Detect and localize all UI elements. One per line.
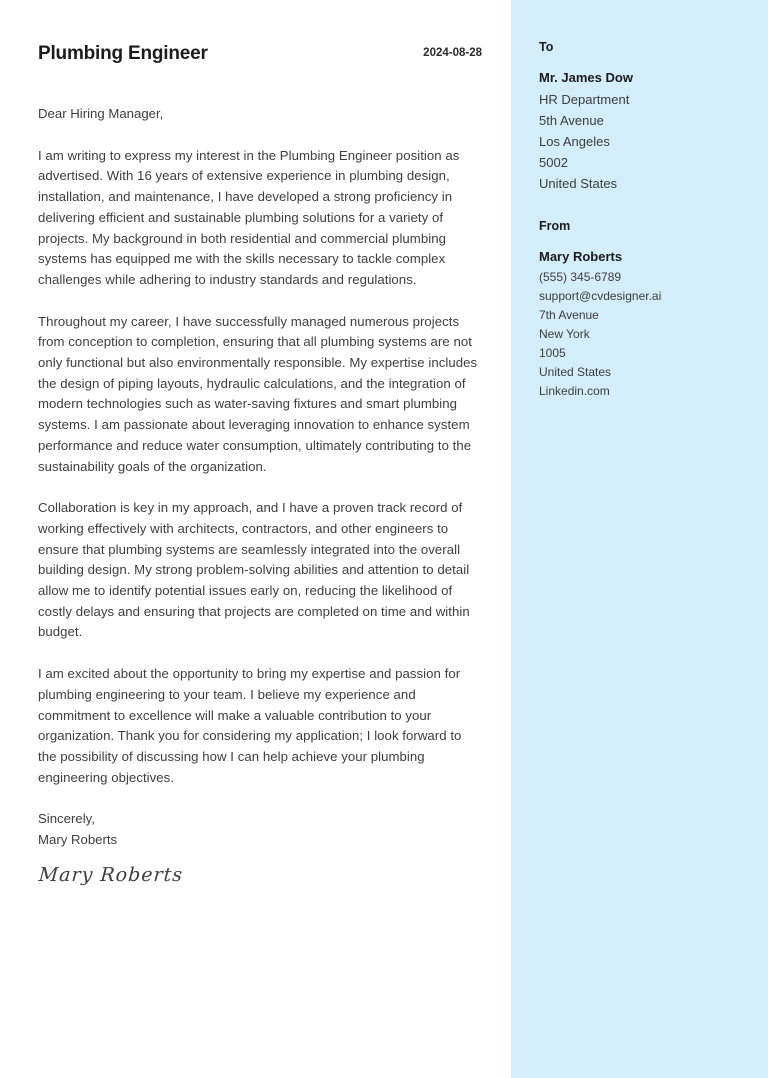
from-label: From [539, 219, 571, 233]
recipient-name: Mr. James Dow [539, 70, 633, 85]
recipient-line: HR Department [539, 92, 630, 107]
to-label: To [539, 40, 554, 54]
closing-block [38, 809, 482, 850]
recipient-line: 5th Avenue [539, 113, 604, 128]
handwritten-signature: Mary Roberts [38, 863, 184, 886]
recipient-line: Los Angeles [539, 134, 610, 149]
sender-linkedin: Linkedin.com [539, 384, 610, 398]
sender-email: support@cvdesigner.ai [539, 289, 662, 303]
closing: Sincerely, [38, 811, 95, 827]
letter-date: 2024-08-28 [423, 47, 482, 59]
paragraph: Collaboration is key in my approach, and I have a proven track record of working effectively with architects, contractors, and other engineers to ensure that plumbing systems are seamlessly integrated into the overall building design. My strong problem-solving abilities and attention to detail allow me to identify potential issues early on, reducing the likelihood of costly delays and ensuring that projects are completed on time and within budget. [38, 500, 470, 640]
contact-sidebar [511, 0, 768, 1078]
sender-line: New York [539, 327, 590, 341]
recipient-line: 5002 [539, 155, 568, 170]
closing-name: Mary Roberts [38, 832, 118, 848]
sender-line: 1005 [539, 346, 566, 360]
sender-line: 7th Avenue [539, 308, 599, 322]
sender-line: United States [539, 365, 612, 379]
sender-phone: (555) 345-6789 [539, 270, 622, 284]
letter-header [38, 42, 482, 66]
paragraph: Throughout my career, I have successfully managed numerous projects from conception to completion, ensuring that all plumbing systems are not only functional but also environmentally responsible. My expertise includes the design of piping layouts, hydraulic calculations, and the integration of modern technologies such as water-saving fixtures and smart plumbing systems. I am passionate about leveraging innovation to enhance system performance and reduce water consumption, ultimately contributing to the sustainability goals of the organization. [38, 313, 478, 474]
sender-name: Mary Roberts [539, 249, 623, 264]
salutation: Dear Hiring Manager, [38, 106, 164, 121]
letter-title: Plumbing Engineer [38, 43, 208, 64]
paragraph: I am excited about the opportunity to bring my expertise and passion for plumbing engineering to your team. I believe my experience and commitment to excellence will make a valuable contribution to your organization. Thank you for considering my application; I look forward to the possibility of discussing how I can help achieve your plumbing engineering objectives. [38, 666, 462, 785]
recipient-line: United States [539, 176, 618, 191]
paragraph: I am writing to express my interest in the Plumbing Engineer position as advertised. With 16 years of extensive experience in plumbing design, installation, and maintenance, I have developed a strong proficiency in delivering efficient and sustainable plumbing solutions for a variety of projects. My background in both residential and commercial plumbing systems has equipped me with the skills necessary to tackle complex challenges while adhering to industry standards and regulations. [38, 147, 460, 287]
